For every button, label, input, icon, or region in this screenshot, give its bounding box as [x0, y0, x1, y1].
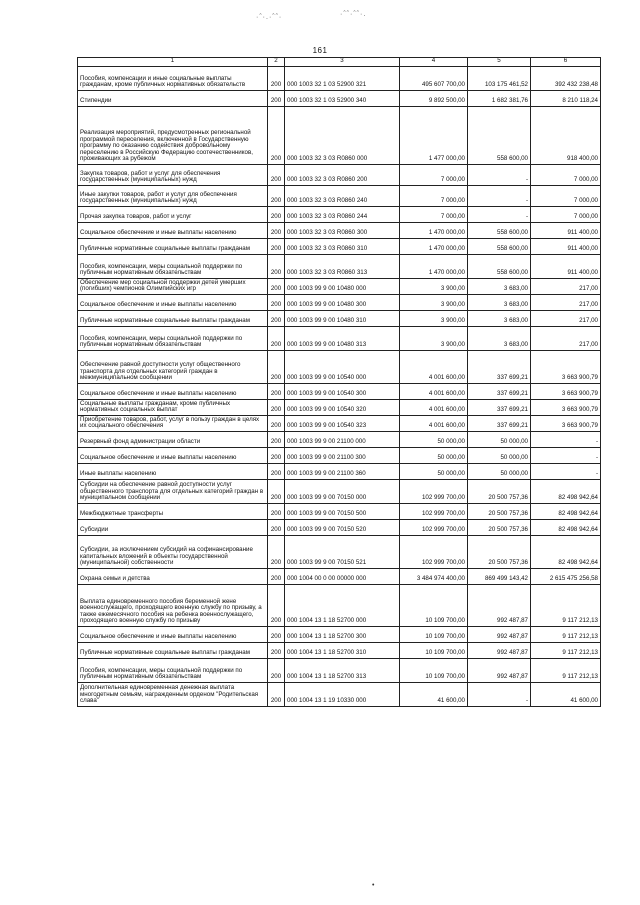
unexecuted-amount: 911 400,00 [531, 223, 601, 239]
approved-amount: 1 470 000,00 [400, 239, 468, 255]
approved-amount: 50 000,00 [400, 448, 468, 464]
admin-code: 200 [268, 659, 285, 683]
unexecuted-amount: 911 400,00 [531, 239, 601, 255]
unexecuted-amount: 918 400,00 [531, 107, 601, 165]
budget-code: 000 1003 32 3 03 R0860 000 [285, 107, 400, 165]
approved-amount: 1 470 000,00 [400, 223, 468, 239]
expense-name: Дополнительная единовременная денежная выплата многодетным семьям, награжденным орденом "Родительская слава" [78, 683, 268, 707]
expense-name: Публичные нормативные социальные выплаты гражданам [78, 311, 268, 327]
admin-code: 200 [268, 520, 285, 536]
unexecuted-amount: 82 498 942,64 [531, 536, 601, 569]
approved-amount: 10 109 700,00 [400, 585, 468, 627]
approved-amount: 7 000,00 [400, 165, 468, 186]
column-header: 1 [78, 58, 268, 67]
column-header: 6 [531, 58, 601, 67]
budget-code: 000 1003 32 3 03 R0860 300 [285, 223, 400, 239]
approved-amount: 4 001 600,00 [400, 416, 468, 432]
table-row [78, 536, 601, 569]
column-header: 5 [468, 58, 531, 67]
unexecuted-amount: 217,00 [531, 327, 601, 351]
table-row [78, 569, 601, 585]
budget-code: 000 1003 99 9 00 70150 520 [285, 520, 400, 536]
executed-amount: 337 699,21 [468, 351, 531, 384]
budget-code: 000 1004 13 1 18 52700 300 [285, 627, 400, 643]
expense-name: Охрана семьи и детства [78, 569, 268, 585]
unexecuted-amount: 7 000,00 [531, 165, 601, 186]
expense-name: Пособия, компенсации, меры социальной поддержки по публичным нормативным обязательствам [78, 659, 268, 683]
admin-code: 200 [268, 400, 285, 416]
unexecuted-amount: 2 615 475 256,58 [531, 569, 601, 585]
admin-code: 200 [268, 643, 285, 659]
expense-name: Социальные выплаты гражданам, кроме публичных нормативных социальных выплат [78, 400, 268, 416]
table-row [78, 659, 601, 683]
expense-name: Обеспечение мер социальной поддержки детей умерших (погибших) чемпионов Олимпийских игр [78, 279, 268, 295]
admin-code: 200 [268, 627, 285, 643]
approved-amount: 1 477 000,00 [400, 107, 468, 165]
unexecuted-amount: - [531, 432, 601, 448]
admin-code: 200 [268, 165, 285, 186]
admin-code: 200 [268, 107, 285, 165]
budget-code: 000 1003 99 9 00 10540 323 [285, 416, 400, 432]
executed-amount: 3 683,00 [468, 311, 531, 327]
expense-name: Пособия, компенсации и иные социальные выплаты гражданам, кроме публичных нормативных обязательств [78, 67, 268, 91]
budget-code: 000 1003 32 3 03 R0860 313 [285, 255, 400, 279]
expense-name: Межбюджетные трансферты [78, 504, 268, 520]
approved-amount: 50 000,00 [400, 432, 468, 448]
admin-code: 200 [268, 351, 285, 384]
table-row [78, 480, 601, 504]
approved-amount: 3 900,00 [400, 279, 468, 295]
table-row [78, 67, 601, 91]
header-row [78, 58, 601, 67]
executed-amount: 558 600,00 [468, 107, 531, 165]
budget-code: 000 1003 99 9 00 70150 521 [285, 536, 400, 569]
expense-name: Социальное обеспечение и иные выплаты населению [78, 627, 268, 643]
budget-code: 000 1004 13 1 18 52700 313 [285, 659, 400, 683]
expense-name: Публичные нормативные социальные выплаты гражданам [78, 239, 268, 255]
table-row [78, 239, 601, 255]
page-number: 161 [312, 46, 328, 55]
expense-name: Прочая закупка товаров, работ и услуг [78, 207, 268, 223]
admin-code: 200 [268, 91, 285, 107]
unexecuted-amount: 82 498 942,64 [531, 520, 601, 536]
admin-code: 200 [268, 480, 285, 504]
column-header: 4 [400, 58, 468, 67]
expense-name: Социальное обеспечение и иные выплаты населению [78, 448, 268, 464]
table-row [78, 223, 601, 239]
executed-amount: 992 487,87 [468, 659, 531, 683]
unexecuted-amount: 41 600,00 [531, 683, 601, 707]
budget-code: 000 1003 99 9 00 10540 300 [285, 384, 400, 400]
table-row [78, 351, 601, 384]
executed-amount: 20 500 757,36 [468, 504, 531, 520]
approved-amount: 50 000,00 [400, 464, 468, 480]
table-row [78, 295, 601, 311]
executed-amount: 3 683,00 [468, 295, 531, 311]
executed-amount: 3 683,00 [468, 279, 531, 295]
admin-code: 200 [268, 207, 285, 223]
budget-code: 000 1003 32 3 03 R0860 310 [285, 239, 400, 255]
admin-code: 200 [268, 504, 285, 520]
executed-amount: 50 000,00 [468, 464, 531, 480]
budget-code: 000 1003 32 3 03 R0860 200 [285, 165, 400, 186]
executed-amount: 20 500 757,36 [468, 536, 531, 569]
table-row [78, 91, 601, 107]
expense-name: Субсидии на обеспечение равной доступности услуг общественного транспорта для отдельных категорий граждан в муниципальном сообщении [78, 480, 268, 504]
budget-code: 000 1003 99 9 00 10480 300 [285, 295, 400, 311]
unexecuted-amount: 7 000,00 [531, 207, 601, 223]
admin-code: 200 [268, 384, 285, 400]
approved-amount: 4 001 600,00 [400, 384, 468, 400]
table-row [78, 416, 601, 432]
expense-name: Публичные нормативные социальные выплаты гражданам [78, 643, 268, 659]
executed-amount: 20 500 757,36 [468, 480, 531, 504]
approved-amount: 495 607 700,00 [400, 67, 468, 91]
executed-amount: 558 600,00 [468, 223, 531, 239]
approved-amount: 3 484 974 400,00 [400, 569, 468, 585]
executed-amount: - [468, 186, 531, 207]
table-row [78, 279, 601, 295]
unexecuted-amount: 9 117 212,13 [531, 585, 601, 627]
unexecuted-amount: 82 498 942,64 [531, 504, 601, 520]
budget-code: 000 1003 99 9 00 10480 000 [285, 279, 400, 295]
expense-name: Резервный фонд администрации области [78, 432, 268, 448]
approved-amount: 102 999 700,00 [400, 504, 468, 520]
executed-amount: 337 699,21 [468, 384, 531, 400]
unexecuted-amount: 3 663 900,79 [531, 384, 601, 400]
admin-code: 200 [268, 448, 285, 464]
executed-amount: 992 487,87 [468, 585, 531, 627]
expense-name: Иные закупки товаров, работ и услуг для обеспечения государственных (муниципальных) нужд [78, 186, 268, 207]
table-row [78, 627, 601, 643]
expense-name: Пособия, компенсации, меры социальной поддержки по публичным нормативным обязательствам [78, 255, 268, 279]
budget-code: 000 1003 99 9 00 10480 313 [285, 327, 400, 351]
budget-code: 000 1003 32 1 03 52900 340 [285, 91, 400, 107]
executed-amount: - [468, 683, 531, 707]
admin-code: 200 [268, 279, 285, 295]
approved-amount: 1 470 000,00 [400, 255, 468, 279]
unexecuted-amount: - [531, 448, 601, 464]
budget-code: 000 1003 32 3 03 R0860 244 [285, 207, 400, 223]
unexecuted-amount: 8 210 118,24 [531, 91, 601, 107]
unexecuted-amount: 9 117 212,13 [531, 643, 601, 659]
admin-code: 200 [268, 67, 285, 91]
approved-amount: 3 900,00 [400, 295, 468, 311]
table-row [78, 384, 601, 400]
expense-name: Социальное обеспечение и иные выплаты населению [78, 384, 268, 400]
admin-code: 200 [268, 311, 285, 327]
executed-amount: - [468, 207, 531, 223]
budget-code: 000 1003 99 9 00 10480 310 [285, 311, 400, 327]
unexecuted-amount: 3 663 900,79 [531, 400, 601, 416]
table-row [78, 504, 601, 520]
executed-amount: 103 175 461,52 [468, 67, 531, 91]
unexecuted-amount: 217,00 [531, 295, 601, 311]
executed-amount: 337 699,21 [468, 416, 531, 432]
table-row [78, 165, 601, 186]
executed-amount: 558 600,00 [468, 255, 531, 279]
budget-code: 000 1004 13 1 18 52700 310 [285, 643, 400, 659]
budget-code: 000 1003 99 9 00 10540 320 [285, 400, 400, 416]
admin-code: 200 [268, 186, 285, 207]
executed-amount: 558 600,00 [468, 239, 531, 255]
table-row [78, 400, 601, 416]
expense-name: Пособия, компенсации, меры социальной поддержки по публичным нормативным обязательствам [78, 327, 268, 351]
budget-code: 000 1003 99 9 00 10540 000 [285, 351, 400, 384]
unexecuted-amount: 3 663 900,79 [531, 351, 601, 384]
unexecuted-amount: 911 400,00 [531, 255, 601, 279]
executed-amount: 337 699,21 [468, 400, 531, 416]
expense-name: Социальное обеспечение и иные выплаты населению [78, 295, 268, 311]
unexecuted-amount: 7 000,00 [531, 186, 601, 207]
expense-name: Приобретение товаров, работ, услуг в пользу граждан в целях их социального обеспечения [78, 416, 268, 432]
expense-name: Закупка товаров, работ и услуг для обеспечения государственных (муниципальных) нужд [78, 165, 268, 186]
expense-name: Реализация мероприятий, предусмотренных региональной программой переселения, включенной в Государственную программу по оказанию содействия добровольному переселению в Российскую Федерацию соотечественников, проживающих за рубежом [78, 107, 268, 165]
approved-amount: 7 000,00 [400, 207, 468, 223]
column-header: 2 [268, 58, 285, 67]
approved-amount: 41 600,00 [400, 683, 468, 707]
admin-code: 200 [268, 223, 285, 239]
budget-code: 000 1003 99 9 00 21100 300 [285, 448, 400, 464]
budget-table [77, 57, 601, 707]
unexecuted-amount: 392 432 238,48 [531, 67, 601, 91]
budget-code: 000 1004 13 1 19 10330 000 [285, 683, 400, 707]
table-row [78, 432, 601, 448]
approved-amount: 102 999 700,00 [400, 480, 468, 504]
approved-amount: 3 900,00 [400, 327, 468, 351]
table-row [78, 520, 601, 536]
approved-amount: 102 999 700,00 [400, 536, 468, 569]
budget-code: 000 1003 99 9 00 70150 500 [285, 504, 400, 520]
admin-code: 200 [268, 255, 285, 279]
admin-code: 200 [268, 239, 285, 255]
table-row [78, 683, 601, 707]
unexecuted-amount: 3 663 900,79 [531, 416, 601, 432]
table-row [78, 585, 601, 627]
expense-name: Выплата единовременного пособия беременной жене военнослужащего, проходящего военную службу по призыву, а также ежемесячного пособия на ребенка военнослужащего, проходящего военную службу по призыву [78, 585, 268, 627]
expense-name: Стипендии [78, 91, 268, 107]
admin-code: 200 [268, 464, 285, 480]
approved-amount: 3 900,00 [400, 311, 468, 327]
unexecuted-amount: - [531, 464, 601, 480]
table-row [78, 107, 601, 165]
expense-name: Субсидии [78, 520, 268, 536]
budget-code: 000 1004 13 1 18 52700 000 [285, 585, 400, 627]
executed-amount: 992 487,87 [468, 643, 531, 659]
budget-code: 000 1003 32 1 03 52900 321 [285, 67, 400, 91]
executed-amount: 50 000,00 [468, 432, 531, 448]
budget-code: 000 1004 00 0 00 00000 000 [285, 569, 400, 585]
budget-code: 000 1003 99 9 00 70150 000 [285, 480, 400, 504]
admin-code: 200 [268, 585, 285, 627]
budget-code: 000 1003 32 3 03 R0860 240 [285, 186, 400, 207]
executed-amount: 20 500 757,36 [468, 520, 531, 536]
table-row [78, 311, 601, 327]
executed-amount: - [468, 165, 531, 186]
executed-amount: 50 000,00 [468, 448, 531, 464]
table-row [78, 464, 601, 480]
admin-code: 200 [268, 432, 285, 448]
executed-amount: 869 499 143,42 [468, 569, 531, 585]
approved-amount: 10 109 700,00 [400, 627, 468, 643]
table-row [78, 207, 601, 223]
approved-amount: 7 000,00 [400, 186, 468, 207]
approved-amount: 102 999 700,00 [400, 520, 468, 536]
admin-code: 200 [268, 416, 285, 432]
table-row [78, 186, 601, 207]
expense-name: Субсидии, за исключением субсидий на софинансирование капитальных вложений в объекты государственной (муниципальной) собственности [78, 536, 268, 569]
budget-code: 000 1003 99 9 00 21100 000 [285, 432, 400, 448]
column-header: 3 [285, 58, 400, 67]
table-row [78, 643, 601, 659]
approved-amount: 4 001 600,00 [400, 351, 468, 384]
unexecuted-amount: 9 117 212,13 [531, 659, 601, 683]
approved-amount: 9 892 500,00 [400, 91, 468, 107]
admin-code: 200 [268, 683, 285, 707]
unexecuted-amount: 82 498 942,64 [531, 480, 601, 504]
expense-name: Социальное обеспечение и иные выплаты населению [78, 223, 268, 239]
unexecuted-amount: 217,00 [531, 279, 601, 295]
table-row [78, 255, 601, 279]
scan-artifact: ·ˆˆ·ˆˆ·. [340, 11, 367, 18]
admin-code: 200 [268, 536, 285, 569]
scan-artifact: • [372, 882, 375, 889]
table-row [78, 327, 601, 351]
approved-amount: 4 001 600,00 [400, 400, 468, 416]
scan-artifact: ·ˆ·.·ˆˆ· [256, 14, 283, 21]
unexecuted-amount: 9 117 212,13 [531, 627, 601, 643]
expense-name: Иные выплаты населению [78, 464, 268, 480]
executed-amount: 992 487,87 [468, 627, 531, 643]
table-row [78, 448, 601, 464]
approved-amount: 10 109 700,00 [400, 643, 468, 659]
executed-amount: 3 683,00 [468, 327, 531, 351]
approved-amount: 10 109 700,00 [400, 659, 468, 683]
budget-code: 000 1003 99 9 00 21100 360 [285, 464, 400, 480]
executed-amount: 1 682 381,76 [468, 91, 531, 107]
unexecuted-amount: 217,00 [531, 311, 601, 327]
admin-code: 200 [268, 327, 285, 351]
admin-code: 200 [268, 295, 285, 311]
admin-code: 200 [268, 569, 285, 585]
expense-name: Обеспечение равной доступности услуг общественного транспорта для отдельных категорий граждан в межмуниципальном сообщении [78, 351, 268, 384]
